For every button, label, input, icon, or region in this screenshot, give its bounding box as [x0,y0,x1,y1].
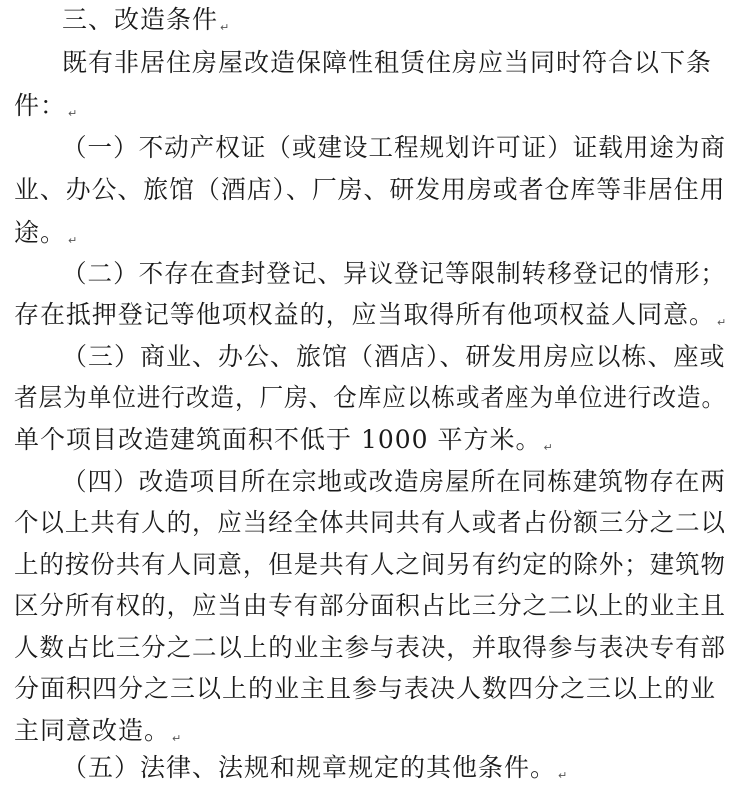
paragraph-mark-icon: ↵ [172,732,182,745]
condition-3-line-3-text: 单个项目改造建筑面积不低于 1000 平方米。 [14,425,542,454]
intro-line-2 [14,90,77,130]
condition-1-line-3-text: 途。 [14,218,67,247]
paragraph-mark-icon: ↵ [717,316,727,329]
condition-4-line-3: 上的按份共有人同意，但是共有人之间另有约定的除外；建筑物 [14,550,726,579]
paragraph-mark-icon: ↵ [68,234,78,247]
condition-5-line-1-text: （五）法律、法规和规章规定的其他条件。 [62,753,557,782]
condition-4-line-7 [14,715,181,755]
condition-3-line-1: （三）商业、办公、旅馆（酒店）、研发用房应以栋、座或 [62,342,726,371]
condition-2-line-2-text: 存在抵押登记等他项权益的，应当取得所有他项权益人同意。 [14,300,716,329]
condition-4-line-1: （四）改造项目所在宗地或改造房屋所在同栋建筑物存在两 [62,467,726,496]
section-heading [62,4,229,44]
condition-3-line-3 [14,424,553,464]
condition-4-line-5: 人数占比三分之二以上的业主参与表决，并取得参与表决专有部 [14,633,726,662]
condition-1-line-2: 业、办公、旅馆（酒店）、厂房、研发用房或者仓库等非居住用 [14,175,726,204]
paragraph-mark-icon: ↵ [543,441,553,454]
condition-4-line-6: 分面积四分之三以上的业主且参与表决人数四分之三以上的业 [14,674,717,703]
condition-4-line-2: 个以上共有人的，应当经全体共同共有人或者占份额三分之二以 [14,508,726,537]
condition-1-line-3 [14,217,77,257]
condition-4-line-7-text: 主同意改造。 [14,716,171,745]
paragraph-mark-icon: ↵ [558,769,568,782]
intro-line-2-text: 件： [14,91,67,120]
paragraph-mark-icon: ↵ [220,21,230,34]
intro-line-1: 既有非居住房屋改造保障性租赁住房应当同时符合以下条 [62,48,713,77]
section-heading-text: 三、改造条件 [62,5,219,34]
paragraph-mark-icon: ↵ [68,107,78,120]
condition-1-line-1: （一）不动产权证（或建设工程规划许可证）证载用途为商 [62,133,726,162]
condition-2-line-1: （二）不存在查封登记、异议登记等限制转移登记的情形； [62,259,726,288]
condition-3-line-2: 者层为单位进行改造，厂房、仓库应以栋或者座为单位进行改造。 [14,383,727,412]
condition-2-line-2 [14,299,726,339]
condition-4-line-4: 区分所有权的，应当由专有部分面积占比三分之二以上的业主且 [14,591,726,620]
condition-5-line-1 [62,752,567,792]
